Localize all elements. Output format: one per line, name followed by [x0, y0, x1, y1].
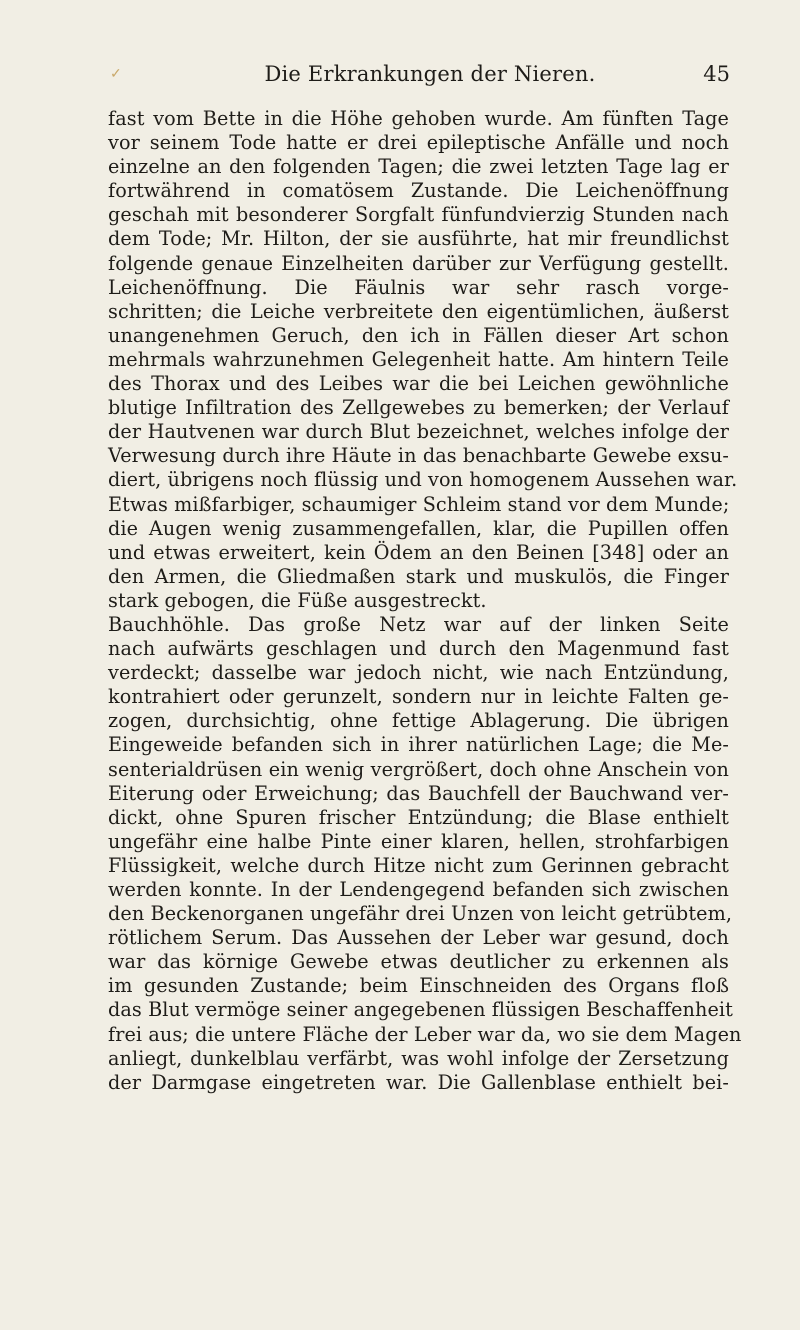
body-text	[108, 107, 742, 1095]
text-line: Leichenöffnung. Die Fäulnis war sehr rasch vorge-	[108, 275, 729, 299]
text-line: geschah mit besonderer Sorgfalt fünfundvierzig Stunden nach	[108, 203, 729, 227]
text-line: blutige Infiltration des Zellgewebes zu bemerken; der Verlauf	[108, 396, 729, 420]
text-line: Flüssigkeit, welche durch Hitze nicht zum Gerinnen gebracht	[108, 853, 729, 877]
text-line: rötlichem Serum. Das Aussehen der Leber war gesund, doch	[108, 926, 729, 950]
text-line: dickt, ohne Spuren frischer Entzündung; die Blase enthielt	[108, 805, 729, 829]
text-line: stark gebogen, die Füße ausgestreckt.	[108, 588, 487, 612]
text-line: anliegt, dunkelblau verfärbt, was wohl infolge der Zersetzung	[108, 1046, 729, 1070]
text-line: fast vom Bette in die Höhe gehoben wurde. Am fünften Tage	[108, 107, 729, 130]
text-line: Bauchhöhle. Das große Netz war auf der linken Seite	[108, 612, 729, 636]
text-line: schritten; die Leiche verbreitete den eigentümlichen, äußerst	[108, 299, 729, 323]
text-line: den Armen, die Gliedmaßen stark und muskulös, die Finger	[108, 564, 729, 588]
text-line: Eiterung oder Erweichung; das Bauchfell der Bauchwand ver-	[108, 781, 729, 805]
text-line: nach aufwärts geschlagen und durch den Magenmund fast	[108, 637, 729, 661]
text-line: Verwesung durch ihre Häute in das benachbarte Gewebe exsu-	[108, 444, 729, 468]
text-line: diert, übrigens noch flüssig und von homogenem Aussehen war.	[108, 468, 738, 492]
text-line: unangenehmen Geruch, den ich in Fällen dieser Art schon	[108, 323, 729, 347]
text-line: der Hautvenen war durch Blut bezeichnet, welches infolge der	[108, 420, 729, 444]
pencil-check-mark: ✓	[110, 66, 122, 82]
text-line: frei aus; die untere Fläche der Leber war da, wo sie dem Magen	[108, 1022, 742, 1046]
text-line: mehrmals wahrzunehmen Gelegenheit hatte. Am hintern Teile	[108, 347, 729, 371]
page-number: 45	[703, 62, 730, 86]
running-title: Die Erkrankungen der Nieren.	[264, 62, 596, 86]
text-line: werden konnte. In der Lendengegend befanden sich zwischen	[108, 878, 729, 901]
text-line: Etwas mißfarbiger, schaumiger Schleim stand vor dem Munde;	[108, 492, 730, 516]
text-line: einzelne an den folgenden Tagen; die zwei letzten Tage lag er	[108, 155, 729, 179]
text-line: vor seinem Tode hatte er drei epileptische Anfälle und noch	[108, 131, 729, 155]
text-line: war das körnige Gewebe etwas deutlicher zu erkennen als	[108, 950, 729, 974]
text-line: die Augen wenig zusammengefallen, klar, die Pupillen offen	[108, 516, 729, 540]
text-line: der Darmgase eingetreten war. Die Gallenblase enthielt bei-	[108, 1070, 729, 1094]
text-line: senterialdrüsen ein wenig vergrößert, doch ohne Anschein von	[108, 757, 729, 781]
text-line: verdeckt; dasselbe war jedoch nicht, wie nach Entzündung,	[108, 661, 729, 685]
text-line: fortwährend in comatösem Zustande. Die Leichenöffnung	[108, 179, 729, 203]
text-line: Eingeweide befanden sich in ihrer natürlichen Lage; die Me-	[108, 733, 729, 757]
text-line: und etwas erweitert, kein Ödem an den Beinen [348] oder an	[108, 540, 729, 564]
text-line: des Thorax und des Leibes war die bei Leichen gewöhnliche	[108, 372, 729, 396]
text-line: ungefähr eine halbe Pinte einer klaren, hellen, strohfarbigen	[108, 829, 729, 853]
text-line: kontrahiert oder gerunzelt, sondern nur in leichte Falten ge-	[108, 685, 729, 709]
text-line: das Blut vermöge seiner angegebenen flüssigen Beschaffenheit	[108, 998, 733, 1022]
page-header	[110, 62, 730, 92]
text-line: zogen, durchsichtig, ohne fettige Ablagerung. Die übrigen	[108, 709, 729, 733]
text-line: dem Tode; Mr. Hilton, der sie ausführte, hat mir freundlichst	[108, 227, 729, 251]
text-line: im gesunden Zustande; beim Einschneiden des Organs floß	[108, 974, 729, 998]
text-line: folgende genaue Einzelheiten darüber zur Verfügung gestellt.	[108, 251, 729, 275]
text-line: den Beckenorganen ungefähr drei Unzen von leicht getrübtem,	[108, 902, 733, 926]
